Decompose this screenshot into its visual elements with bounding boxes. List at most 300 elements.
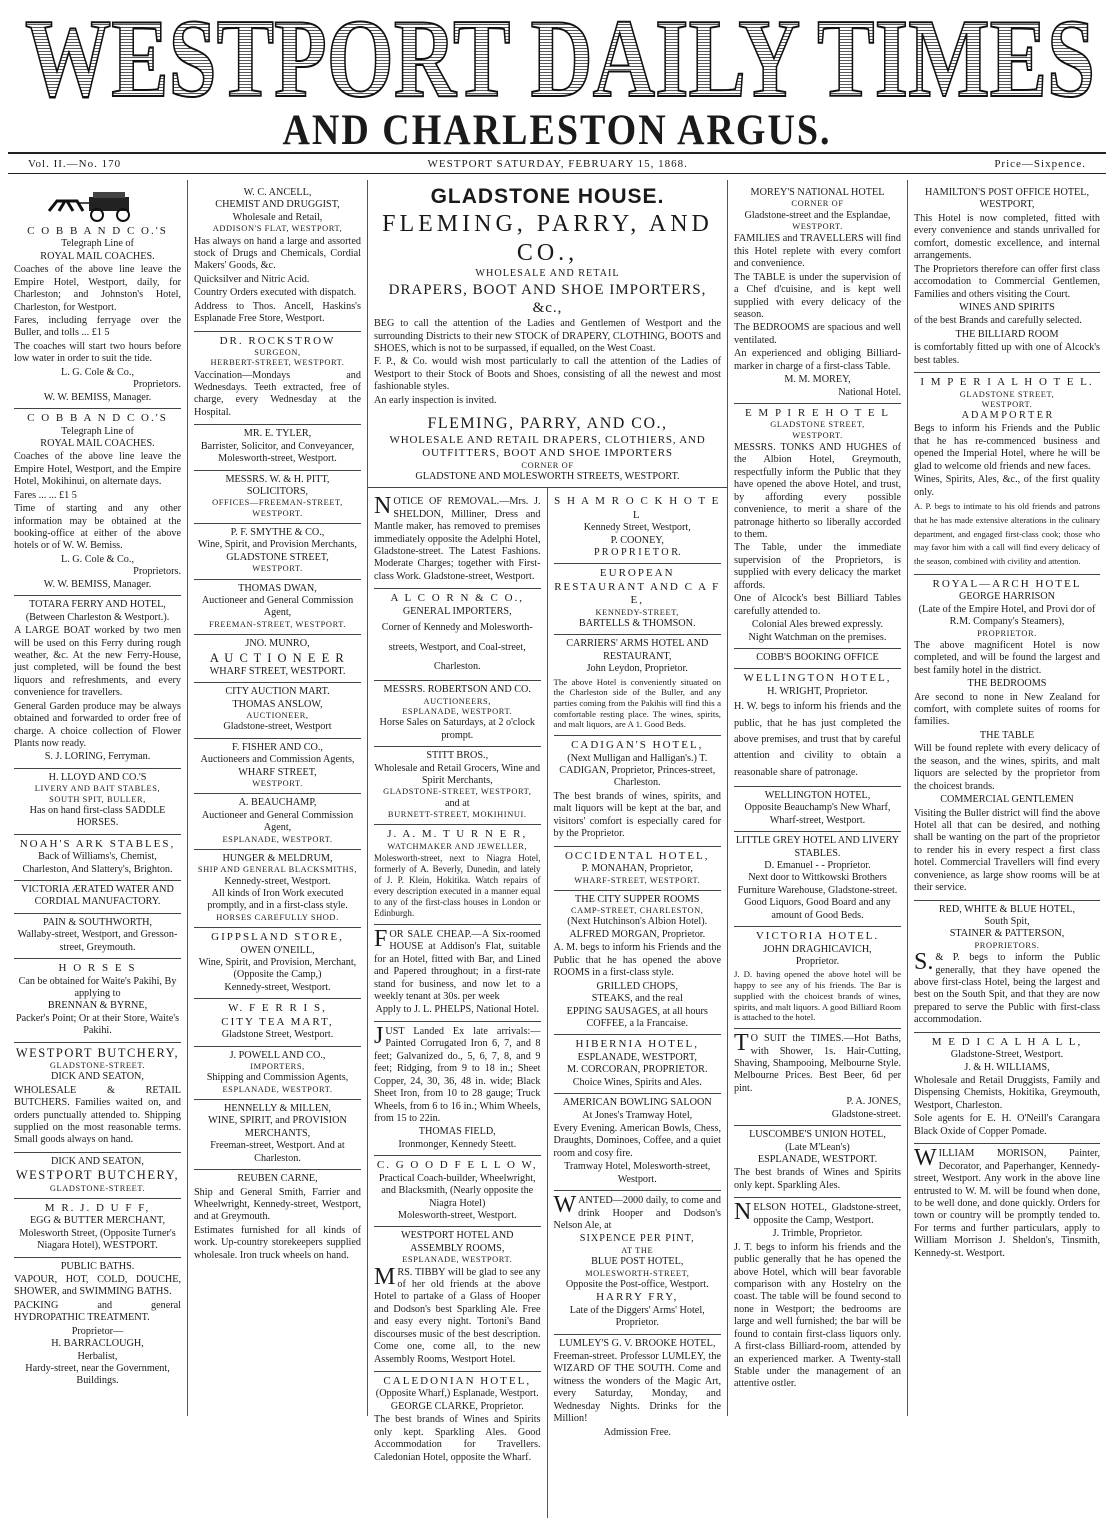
ad-name: A D A M P O R T E R	[961, 410, 1053, 422]
ad-name: D. Emanuel - - Proprietor.	[764, 860, 871, 871]
ad-european-restaurant	[554, 564, 722, 635]
ad-subtitle-2: GLADSTONE-STREET.	[49, 1183, 146, 1193]
ad-empire-hotel	[734, 404, 901, 649]
ad-robertson	[374, 681, 541, 747]
ad-firm-2: FLEMING, PARRY, AND CO.,	[427, 415, 668, 433]
ad-subtitle: WHARF STREET,	[238, 766, 317, 778]
ad-body-4: An experienced and obliging Billiard-marker in charge of a first-class Table.	[734, 348, 901, 372]
ad-bowling-saloon	[554, 1094, 722, 1191]
ad-body-2: Wines, Spirits, Ales, &c., of the first quality only.	[914, 474, 1100, 498]
ad-title: J. A. M. T U R N E R,	[387, 828, 528, 841]
ad-title: OCCIDENTAL HOTEL,	[564, 849, 710, 862]
ad-subtitle: GENERAL IMPORTERS,	[402, 605, 512, 617]
ad-title: CADIGAN'S HOTEL,	[571, 739, 704, 752]
ad-horses	[14, 959, 181, 1043]
ad-subtitle: South Spit,	[984, 916, 1030, 927]
ad-title: RED, WHITE & BLUE HOTEL,	[938, 903, 1076, 915]
ad-title: WESTPORT BUTCHERY,	[15, 1045, 180, 1060]
ad-name: M. CORCORAN, PROPRIETOR.	[567, 1064, 708, 1076]
ad-body-2: Opposite the Post-office, Westport.	[565, 1278, 709, 1290]
ad-signature: THOMAS FIELD,	[418, 1126, 496, 1138]
ad-dwan	[194, 580, 361, 636]
ad-body: (Next Hutchinson's Albion Hotel).	[567, 916, 708, 928]
ad-body-4: Address to Thos. Ancell, Haskins's Esplanade Free Store, Westport.	[194, 300, 361, 325]
ad-manager: W. W. BEMISS, Manager.	[43, 391, 152, 403]
ad-moreys-national	[734, 184, 901, 404]
ad-subtitle: Gladstone-Street, Westport.	[950, 1049, 1064, 1061]
ad-title: MOREY'S NATIONAL HOTEL	[750, 187, 885, 198]
ad-name: THOMAS ANSLOW,	[232, 698, 323, 710]
ad-ancell	[194, 184, 361, 332]
ad-body: Auctioneer and General Commission Agent,	[201, 809, 354, 834]
ad-subtitle-3: WESTPORT.	[792, 222, 843, 232]
ad-subtitle-2: THE BILLIARD ROOM	[955, 328, 1059, 340]
ad-fares: Fares ... ... £1 5	[14, 489, 77, 501]
ad-heading: DICK AND SEATON,	[51, 1071, 144, 1083]
ad-body: FOR SALE CHEAP.—A Six-roomed HOUSE at Addison's Flat, suitable for an Hotel, fitted with Bar, and Lined and Papered throughout; in a first-rate stand for business, and now let to a weekly tenant at 30s. per week	[374, 925, 541, 1002]
ad-apply: Apply to J. L. PHELPS, National Hotel.	[375, 1004, 540, 1016]
ad-noahs-ark	[14, 835, 181, 881]
ad-body: TO SUIT the TIMES.—Hot Baths, with Shower, 1s. Hair-Cutting, Shaving, Shampooing, Melbourne Style. Melbourne Prices. Best Beer, 6d per pint.	[734, 1030, 901, 1094]
ad-medical-hall	[914, 1033, 1100, 1144]
ad-cobb-coaches-1	[14, 184, 181, 409]
ad-subtitle: SIXPENCE PER PINT,	[579, 1233, 695, 1245]
ad-body-2: All kinds of Iron Work executed promptly, and in a first-class style.	[207, 888, 348, 912]
ad-body: WINE, SPIRIT, and PROVISION MERCHANTS,	[208, 1115, 347, 1139]
ad-title: H. LLOYD AND CO.'S	[48, 771, 147, 783]
ad-title: THE CITY SUPPER ROOMS	[575, 893, 700, 905]
ad-body: Molesworth-street, next to Niagra Hotel, formerly of A. Beverly, Dunedin, and lately of J. P. Klein, Hokitika. Watch repairs of every description executed in a manner equal to any of the first-class houses in London or Edinburgh.	[374, 853, 541, 918]
ad-role: Proprietor.	[795, 956, 840, 968]
ad-subtitle: GLADSTONE STREET,	[226, 551, 329, 563]
ad-time: Time of starting and any other information may be obtained at the booking-office at either of the above hotels or of W. W. Bemiss.	[14, 503, 181, 552]
ad-body-2: The Table, under the immediate supervision of the Proprietors, is supplied with every delicacy the market affords.	[734, 542, 901, 591]
price: Price—Sixpence.	[994, 157, 1086, 170]
ad-body: Auctioneer and General Commission Agent,	[201, 594, 354, 619]
ad-gippsland	[194, 928, 361, 999]
ad-address: Gladstone-street, Westport	[223, 721, 332, 733]
ad-title: GLADSTONE HOUSE.	[430, 185, 665, 208]
ad-beauchamp	[194, 794, 361, 850]
title-text: WESTPORT DAILY TIMES	[25, 0, 1095, 121]
ad-role: PROPRIETORS.	[974, 940, 1040, 950]
ad-body: Begs to inform his Friends and the Public that he has re-commenced business and opened the Imperial Hotel, where he will be glad to welcome old friends and new faces.	[914, 423, 1100, 472]
ad-body: The above Hotel is conveniently situated on the Charleston side of the Buller, and any parties coming from the Pakihis will find this a comfortable resting place. The wines, spirits, and malt liquors, are A 1. Good Beds.	[553, 676, 721, 730]
ad-body-2: General Garden produce may be always obtained and forwarded to order free of charge. A choice collection of Flower Plants now ready.	[14, 700, 181, 749]
ad-signature-2: Ironmonger, Kennedy Steett.	[398, 1138, 517, 1150]
ad-title: LUSCOMBE'S UNION HOTEL,	[749, 1129, 886, 1141]
ad-nelson-hotel	[734, 1198, 901, 1396]
ad-subtitle: (Late M'Lean's)	[785, 1141, 850, 1153]
ad-pitt	[194, 471, 361, 524]
title-svg	[20, 0, 1100, 121]
ad-name: J. Trimble, Proprietor.	[772, 1228, 863, 1240]
ad-body: Every Evening. American Bowls, Chess, Draughts, Dominoes, Coffee, and a quiet room and cosy fire.	[553, 1122, 721, 1159]
ad-subtitle-2: Wholesale and Retail,	[232, 211, 323, 223]
ad-body-3: The BEDROOMS are spacious and well ventilated.	[734, 322, 901, 346]
ad-subtitle-3: ADDISON'S FLAT, WESTPORT,	[212, 224, 343, 234]
ad-heading: ROYAL MAIL COACHES.	[40, 250, 155, 262]
ad-title: MESSRS. W. & H. PITT,	[225, 473, 330, 485]
ad-reuben-carne	[194, 1170, 361, 1267]
ad-title: P. F. SMYTHE & CO.,	[230, 526, 325, 538]
ad-subtitle: CAMP-STREET, CHARLESTON,	[570, 906, 704, 916]
ad-body: Gladstone Street, Westport.	[221, 1029, 334, 1041]
ad-title: VICTORIA HOTEL.	[755, 930, 880, 943]
advert-columns	[8, 180, 1106, 1463]
ad-westport-hotel	[374, 1227, 541, 1372]
ad-title: W. C. ANCELL,	[243, 187, 312, 198]
ad-body: Choice Wines, Spirits and Ales.	[572, 1076, 702, 1088]
ad-title: JNO. MUNRO,	[245, 638, 310, 650]
ad-subtitle: SURGEON,	[254, 348, 301, 358]
volume-number: Vol. II.—No. 170	[28, 157, 122, 170]
ad-menu-4: COFFEE, a la Francaise.	[586, 1017, 689, 1029]
ad-stitt-bros	[374, 747, 541, 825]
ad-title: H O R S E S	[58, 962, 137, 975]
ad-subtitle-3: HORSES CAREFULLY SHOD.	[216, 912, 339, 922]
ad-body-2: The best brands of wines, spirits, and malt liquors will be kept at the bar, and visitors' comfort is especially cared for by the Proprietor.	[553, 790, 721, 840]
ad-signature: S. J. LORING, Ferryman.	[44, 751, 151, 763]
ad-subtitle: WATCHMAKER AND JEWELLER,	[387, 841, 528, 851]
ad-subtitle: ESPLANADE, WESTPORT.	[402, 1255, 513, 1265]
ad-subtitle: WESTPORT BUTCHERY,	[15, 1168, 180, 1183]
ad-title: S H A M R O C K H O T E L	[554, 495, 721, 521]
ad-title: DR. ROCKSTROW	[219, 334, 336, 347]
ad-signature-role: Proprietors.	[133, 566, 181, 578]
masthead	[0, 0, 1114, 155]
ad-name: P. MONAHAN, Proprietor,	[581, 863, 693, 875]
ad-title: DICK AND SEATON,	[51, 1155, 144, 1167]
ad-luscombes-union	[734, 1126, 901, 1198]
ad-public-baths	[14, 1258, 181, 1392]
ad-body: Kennedy-street, Westport.	[224, 875, 331, 887]
ad-subtitle: KENNEDY-STREET,	[595, 607, 679, 617]
ad-signature: P. A. JONES,	[846, 1096, 901, 1108]
ad-subtitle: GLADSTONE-STREET, WESTPORT,	[383, 787, 532, 797]
ad-subtitle-2: WESTPORT.	[252, 564, 303, 574]
ad-title: HUNGER & MELDRUM,	[222, 852, 333, 864]
newspaper-title	[20, 0, 1100, 121]
ad-body: NOTICE OF REMOVAL.—Mrs. J. SHELDON, Milliner, Dress and Mantle maker, has removed to premises immediately opposite the Adelphi Hotel, Gladstone-street. The Latest Fashions. Moderate Charges; together with First-class Work. Gladstone-street, Westport.	[374, 493, 541, 582]
ad-fisher	[194, 739, 361, 795]
ad-title: EUROPEAN RESTAURANT AND C A F E,	[554, 567, 721, 607]
ad-body: H. W. begs to inform his friends and the public, that he has just completed the above premises, and trust that by careful attention and civility to obtain a reasonable share of patronage.	[734, 701, 901, 778]
ad-subtitle: SHIP AND GENERAL BLACKSMITHS,	[197, 865, 358, 875]
ad-body: S.& P. begs to inform the Public generally, that they have opened the above first-class Hotel, being the largest and best on the South Spit, and that they are now prepared to serve the Public with first-class accommodation.	[914, 949, 1100, 1026]
ad-body-4: Colonial Ales brewed expressly.	[751, 619, 884, 631]
ad-body-2: F. P., & Co. would wish most particularly to call the attention of the Ladies of Westport to their Stock of Boots and Shoes, consisting of all the newest and most fashionable styles.	[374, 356, 721, 393]
ad-body: Corner of Kennedy and Molesworth-streets, Westport, and Coal-street, Charleston.	[381, 622, 533, 672]
ad-subtitle: EGG & BUTTER MERCHANT,	[29, 1215, 166, 1227]
ad-body: Freeman-street. Professor LUMLEY, the WIZARD OF THE SOUTH. Come and witness the wonders of the Magic Art, every Saturday, Monday, and Wednesday Nights. Drinks for the Million!	[553, 1351, 721, 1425]
ad-body: The best brands of Wines and Spirits only kept. Sparkling Ales.	[734, 1167, 901, 1191]
ad-tide: The coaches will start two hours before low water in order to suit the tide.	[14, 340, 181, 365]
ad-victoria-hotel	[734, 927, 901, 1029]
ad-body-2: Admission Free.	[603, 1426, 671, 1438]
column-2	[188, 180, 368, 1416]
ad-subtitle: WHARF-STREET, WESTPORT.	[574, 875, 701, 885]
ad-subtitle-2: WHARF STREET, WESTPORT.	[209, 665, 346, 677]
ad-for-sale	[374, 925, 541, 1022]
ad-body-3: Country Orders executed with dispatch.	[194, 287, 357, 299]
ad-pain-southworth	[14, 914, 181, 959]
ad-title: A. BEAUCHAMP,	[238, 797, 317, 809]
ad-body-2: The above magnificent Hotel is now completed, and will be found the largest and best family hotel in the district.	[914, 639, 1100, 676]
ad-heading: ROYAL MAIL COACHES.	[40, 437, 155, 449]
ad-body: Coaches of the above line leave the Empire Hotel, Westport, and the Empire Hotel, Mokihinui, on alternate days.	[14, 451, 181, 488]
ad-title: WELLINGTON HOTEL,	[743, 672, 892, 685]
ad-body-2: Quicksilver and Nitric Acid.	[194, 273, 310, 285]
ad-subtitle-2: HERBERT-STREET, WESTPORT.	[210, 358, 345, 368]
ad-subtitle: WHOLESALE AND RETAIL	[475, 268, 620, 280]
ad-title: F. FISHER AND CO.,	[232, 741, 323, 753]
ad-subtitle-3: COMMERCIAL GENTLEMEN	[940, 794, 1074, 806]
ad-body-3: Are second to none in New Zealand for comfort, with complete suites of rooms for families.	[914, 691, 1100, 728]
ad-body: MESSRS. TONKS AND HUGHES of the Albion Hotel, Greymouth, respectfully inform the Public that they have opened the above Hotel, and trust, by affording every possible convenience, to merit a share of the patronage hitherto so liberally accorded to them.	[734, 441, 901, 541]
ad-cobbs-booking	[734, 649, 901, 669]
ad-title: TOTARA FERRY AND HOTEL,	[29, 599, 166, 611]
ad-subtitle-2: and at	[444, 797, 470, 809]
ad-body-2: Freeman-street, Westport. And at Charleston.	[210, 1140, 345, 1164]
ad-wellington-wright	[734, 669, 901, 786]
ad-subtitle: CHEMIST AND DRUGGIST,	[215, 199, 340, 211]
ad-subtitle-2: Gladstone-street and the Esplandae,	[744, 209, 891, 221]
ad-title: LITTLE GREY HOTEL AND LIVERY STABLES.	[735, 835, 900, 859]
ad-body: VAPOUR, HOT, COLD, DOUCHE, SHOWER, and SWIMMING BATHS.	[14, 1273, 181, 1298]
ad-body: Wholesale and Retail Grocers, Wine and Spirit Merchants,	[374, 762, 541, 786]
ad-name: HARRY FRY,	[596, 1291, 679, 1304]
ad-body-3: One of Alcock's best Billiard Tables carefully attended to.	[734, 593, 901, 617]
ad-title: GIPPSLAND STORE,	[211, 931, 344, 944]
ad-body: This Hotel is now completed, fitted with every convenience and stands unrivalled for comfort, domestic excellence, and internal arrangements.	[914, 212, 1100, 262]
ad-hibernia	[554, 1035, 722, 1094]
ad-title: CARRIERS' ARMS HOTEL AND RESTAURANT,	[566, 638, 709, 662]
ad-firm: FLEMING, PARRY, AND CO.,	[382, 210, 713, 266]
ad-subtitle: (Between Charleston & Westport.).	[25, 611, 170, 623]
ad-title: STITT BROS.,	[426, 750, 489, 762]
ad-role: Herbalist,	[77, 1350, 118, 1362]
ad-signature-2: Gladstone-street.	[831, 1108, 901, 1120]
ad-role: P R O P R I E T O R.	[593, 546, 681, 558]
ad-body: FAMILIES and TRAVELLERS will find this Hotel replete with every comfort and convenience.	[734, 233, 901, 270]
ad-subtitle: CORNER OF	[791, 199, 844, 209]
ad-name: STAINER & PATTERSON,	[949, 928, 1065, 940]
ad-title: WESTPORT HOTEL AND ASSEMBLY ROOMS,	[400, 1230, 514, 1254]
ad-body: Auctioneers and Commission Agents,	[200, 754, 355, 766]
ad-role: Late of the Diggers' Arms' Hotel, Proprietor.	[569, 1304, 705, 1329]
ad-title: E M P I R E H O T E L	[744, 407, 891, 420]
ad-title: CITY AUCTION MART.	[225, 686, 330, 698]
dateline	[8, 152, 1106, 174]
ad-lloyd-stables	[14, 769, 181, 835]
ad-subtitle-3: BLUE POST HOTEL,	[591, 1256, 684, 1268]
ad-signature-2: National Hotel.	[838, 386, 901, 398]
ad-westport-butchery	[14, 1043, 181, 1153]
ad-body-4: Will be found replete with every delicacy of the season, and the wines, spirits, and malt liquors are selected by the proprietor from the choicest brands.	[914, 743, 1100, 792]
ad-subtitle: (Opposite Wharf,) Esplanade, Westport.	[375, 1388, 539, 1400]
ad-body: Next door to Wittkowski Brothers Furniture Warehouse, Gladstone-street.	[737, 872, 898, 896]
ad-subtitle: IMPORTERS,	[250, 1062, 305, 1071]
ad-body: JUST Landed Ex late arrivals:— Painted Corrugated Iron 6, 7, and 8 feet; Galvanized do., 5, 6, 7, 8, and 9 feet; Ridging, from 9 to 18 in.; Sheet Copper, 24, 30, 36, 48 in. wide; Black Sheet Iron, from 10 to 28 gauge; Truck Wheels, from 6 to 16 in.; Whim Wheels, from 15 to 22in.	[374, 1022, 541, 1124]
ad-body-2: The Proprietors therefore can offer first class accomodation to Commercial Gentlemen, Families and others visiting the Court.	[914, 263, 1100, 300]
ad-hamiltons	[914, 184, 1100, 373]
ad-occidental	[554, 847, 722, 891]
ad-body: (Next Mulligan and Halligan's.) T. CADIGAN, Proprietor, Princes-street, Charleston.	[559, 752, 716, 789]
ad-prop: Proprietor—	[71, 1325, 124, 1337]
ad-name: ALFRED MORGAN, Proprietor.	[569, 928, 706, 940]
ad-body-2: Packer's Point; Or at their Store, Waite's Pakihi.	[15, 1012, 180, 1037]
ad-body: Wine, Spirit, and Provision, Merchant,	[198, 957, 357, 968]
ad-menu-2: STEAKS, and the real	[591, 993, 683, 1005]
ad-city-supper-rooms	[554, 891, 722, 1036]
ad-name: JOHN DRAGHICAVICH,	[763, 943, 872, 955]
ad-heading: DRAPERS, BOOT AND SHOE IMPORTERS, &c.,	[388, 281, 707, 316]
ad-totara-ferry	[14, 596, 181, 769]
ad-name: H. WRIGHT, Proprietor.	[767, 685, 868, 697]
ad-title: HENNELLY & MILLEN,	[224, 1102, 331, 1114]
ad-subtitle: Kennedy-street, Westport.	[224, 981, 331, 993]
ad-tyler	[194, 425, 361, 470]
ad-body-2: J. T. begs to inform his friends and the public generally that he has opened the above Hotel, which will bear favorable comparison with any Hostelry on the coast. The table will be found second to none in Westport; the bedrooms are large and well furnished; the bar will be found to contain first-class liquors only. A first-class Billiard-room, attended by an experienced marker. A Twenty-stall Stable under the management of an attentive ostler.	[734, 1241, 901, 1390]
column-4	[728, 180, 908, 1416]
ad-goodfellow	[374, 1156, 541, 1227]
ad-body-3: An early inspection is invited.	[374, 394, 497, 406]
ad-manager: W. W. BEMISS, Manager.	[43, 578, 152, 590]
ad-body: Shipping and Commission Agents,	[206, 1072, 349, 1084]
ad-body: Wholesale and Retail Druggists, Family and Dispensing Chemists, Hokitika, Greymouth, Westport, Charleston.	[914, 1075, 1100, 1111]
ad-subtitle: GLADSTONE STREET,	[959, 389, 1055, 399]
ad-address: Hardy-street, near the Government, Buildings.	[25, 1363, 170, 1387]
ad-body-5: Night Watchman on the premises.	[748, 631, 887, 643]
ad-subtitle: GLADSTONE-STREET.	[49, 1061, 146, 1070]
ad-subtitle-2: AT THE	[621, 1245, 654, 1255]
ad-body-3: of the best Brands and carefully selected.	[914, 315, 1082, 327]
ad-body: NELSON HOTEL, Gladstone-street, opposite the Camp, Westport.	[734, 1199, 901, 1226]
ad-body: Ship and General Smith, Farrier and Wheelwright, Kennedy-street, Westport, and at Greymouth.	[194, 1186, 361, 1223]
column-3b	[548, 488, 728, 1518]
ad-subtitle: AUCTIONEERS,	[423, 696, 491, 706]
ad-body: (Late of the Empire Hotel, and Provi dor of R.M. Company's Steamers),	[918, 603, 1096, 628]
ad-subtitle-2: WESTPORT.	[981, 399, 1033, 409]
ad-cobb-coaches-2	[14, 409, 181, 596]
ad-body: Barrister, Solicitor, and Conveyancer, Molesworth-street, Westport.	[200, 440, 355, 465]
ad-body: Coaches of the above line leave the Empire Hotel, Westport, daily, for Charleston; and Johnston's Hotel, Charleston, for Westport.	[14, 264, 181, 313]
ad-name: John Leydon, Proprietor.	[586, 663, 688, 675]
ad-body: WILLIAM MORISON, Painter, Decorator, and Paperhanger, Kennedy-street, Westport. Any work in the above line entrusted to W. M. will be found when done, to be well done, and done quickly. Orders for town or country will be promptly tended to. For terms and further particulars, apply to William Morrison J. Sheldon's, Tinsmith, Kennedy-st. Westport.	[914, 1145, 1100, 1259]
coach-illustration	[14, 187, 181, 225]
ad-signature: M. M. MOREY,	[784, 374, 851, 386]
ad-title: M R. J. D U F F,	[44, 1201, 151, 1214]
ad-body: Has on hand first-class SADDLE HORSES.	[29, 804, 166, 829]
column-3a	[368, 488, 548, 1518]
ad-jones-baths	[734, 1029, 901, 1126]
ad-little-grey	[734, 832, 901, 927]
coach-icon	[43, 189, 153, 223]
ad-body-2: Sole agents for E. H. O'Neill's Carangara Black Oxide of Copper Pomade.	[914, 1113, 1100, 1137]
ad-body: BEG to call the attention of the Ladies and Gentlemen of Westport and the surrounding Districts to their new STOCK of DRAPERY, CLOTHING, BOOTS and SHOES, which is not to be surpassed, if equalled, on the West Coast.	[374, 318, 721, 355]
ad-body-2: Estimates furnished for all kinds of work. Up-country storekeepers supplied wholesale. Iron truck wheels on hand.	[194, 1224, 361, 1261]
ad-title: REUBEN CARNE,	[237, 1173, 318, 1185]
ad-signature: L. G. Cole & Co.,	[60, 366, 134, 378]
ad-body-5: Visiting the Buller district will find the above Hotel all that can be desired, and nothing shall be wanting on the part of the proprietor to render his in every respect a first class hotel. Commercial Travellers will find every convenience, as large show rooms will be at their service.	[914, 807, 1100, 894]
ad-subtitle-3: BURNETT-STREET, MOKIHINUI.	[387, 810, 527, 820]
ad-morison-painter	[914, 1144, 1100, 1265]
ad-fares: Fares, including ferryage over the Buller, and tolls ... £1 5	[14, 315, 181, 339]
ad-subtitle-2: WESTPORT.	[792, 430, 843, 440]
ad-wellington-wharf	[734, 787, 901, 832]
ad-victoria-aerated	[14, 881, 181, 914]
ad-body-2: (Opposite the Camp,)	[233, 969, 322, 981]
ad-subtitle-2: OFFICES—FREEMAN-STREET, WESTPORT.	[212, 498, 343, 518]
ad-title: MESSRS. ROBERTSON AND CO.	[383, 684, 531, 696]
ad-subtitle: A U C T I O N E E R	[209, 650, 346, 665]
ad-name: GEORGE CLARKE, Proprietor.	[390, 1400, 524, 1412]
ad-title: J. POWELL AND CO.,	[229, 1049, 326, 1061]
ad-name: OWEN O'NEILL,	[240, 944, 315, 956]
ad-body: Wallaby-street, Westport, and Gresson-street, Greymouth.	[17, 929, 178, 953]
ad-hunger-meldrum	[194, 850, 361, 928]
ad-menu-3: EPPING SAUSAGES, at all hours	[566, 1005, 708, 1017]
ad-heading-2: WHOLESALE AND RETAIL DRAPERS, CLOTHIERS, AND OUTFITTERS, BOOT AND SHOE IMPORTERS	[389, 433, 706, 460]
ad-subtitle-2: ESPLANADE, WESTPORT.	[402, 706, 513, 716]
ad-signature-role: Proprietors.	[133, 379, 181, 391]
ad-title: THOMAS DWAN,	[238, 582, 317, 594]
ad-role: AUCTIONEER,	[246, 711, 309, 721]
ad-subtitle: At Jones's Tramway Hotel,	[582, 1109, 693, 1121]
ad-name: P. COONEY,	[610, 534, 664, 546]
ad-thomas-field	[374, 1022, 541, 1156]
ad-caledonian	[374, 1372, 541, 1469]
ad-alcorn	[374, 589, 541, 681]
ad-subtitle-2: WESTPORT.	[252, 779, 303, 789]
ad-title: COBB'S BOOKING OFFICE	[756, 651, 879, 663]
ad-body: Molesworth Street, (Opposite Turner's Niagara Hotel), WESTPORT.	[19, 1227, 176, 1252]
ad-body: Can be obtained for Waite's Pakihi, By applying to	[18, 975, 177, 999]
ad-body: WANTED—2000 daily, to come and drink Hooper and Dodson's Nelson Ale, at	[553, 1192, 721, 1232]
ad-subtitle-2: SOUTH SPIT, BULLER,	[49, 794, 146, 804]
ad-subtitle: Kennedy Street, Westport,	[583, 522, 691, 534]
ad-subtitle: GLADSTONE STREET,	[770, 420, 865, 430]
ad-name: BARTELLS & THOMSON.	[578, 617, 696, 629]
ad-title: MR. E. TYLER,	[243, 428, 312, 440]
ad-subtitle: THE BEDROOMS	[967, 678, 1047, 690]
ad-subtitle: SOLICITORS,	[246, 486, 309, 498]
newspaper-subtitle: AND CHARLESTON ARGUS.	[282, 105, 832, 155]
ad-body-2: The TABLE is under the supervision of a Chef d'cuisine, and is kept well supplied with every delicacy of the season.	[734, 271, 901, 320]
ad-carriers-arms	[554, 635, 722, 736]
ad-subtitle: Molesworth-street, Westport.	[397, 1209, 517, 1221]
column-3-split	[368, 488, 727, 1518]
ad-title: W. F E R R I S,	[228, 1002, 327, 1015]
ad-role: PROPRIETOR.	[977, 628, 1037, 638]
ad-subtitle-2: THE TABLE	[979, 729, 1035, 741]
ad-red-white-blue	[914, 901, 1100, 1033]
ad-title: LUMLEY'S G. V. BROOKE HOTEL,	[559, 1337, 716, 1349]
ad-subtitle: FREEMAN-STREET, WESTPORT.	[208, 619, 347, 629]
ad-body-3: A. P. begs to intimate to his old friends and patrons that he has made extensive alterations in the culinary department, and engaged first-class cook; those who may favor him with a call will find every delicacy of the season, combined with civility and attention.	[914, 501, 1100, 567]
ad-body-2: A. M. begs to inform his Friends and the Public that he has opened the above ROOMS in a first-class style.	[553, 942, 721, 979]
ad-imperial-hotel	[914, 373, 1100, 575]
ad-body: A LARGE BOAT worked by two men will be used on this Ferry during rough weather, &c. At the new Ferry-House, just completed, will be found the best liquors and refreshments, and every convenience for travellers.	[14, 625, 181, 699]
ad-name: J. & H. WILLIAMS,	[964, 1061, 1050, 1073]
ad-notice-removal	[374, 492, 541, 589]
ad-blue-post	[554, 1191, 722, 1334]
ad-subtitle: Telegraph Line of	[61, 238, 134, 250]
ad-lumleys	[554, 1335, 722, 1444]
ad-body: Vaccination—Mondays and Wednesdays. Teeth extracted, free of charge, every Wednesday at the Hospital.	[194, 369, 361, 418]
ad-gladstone-house	[368, 180, 727, 488]
